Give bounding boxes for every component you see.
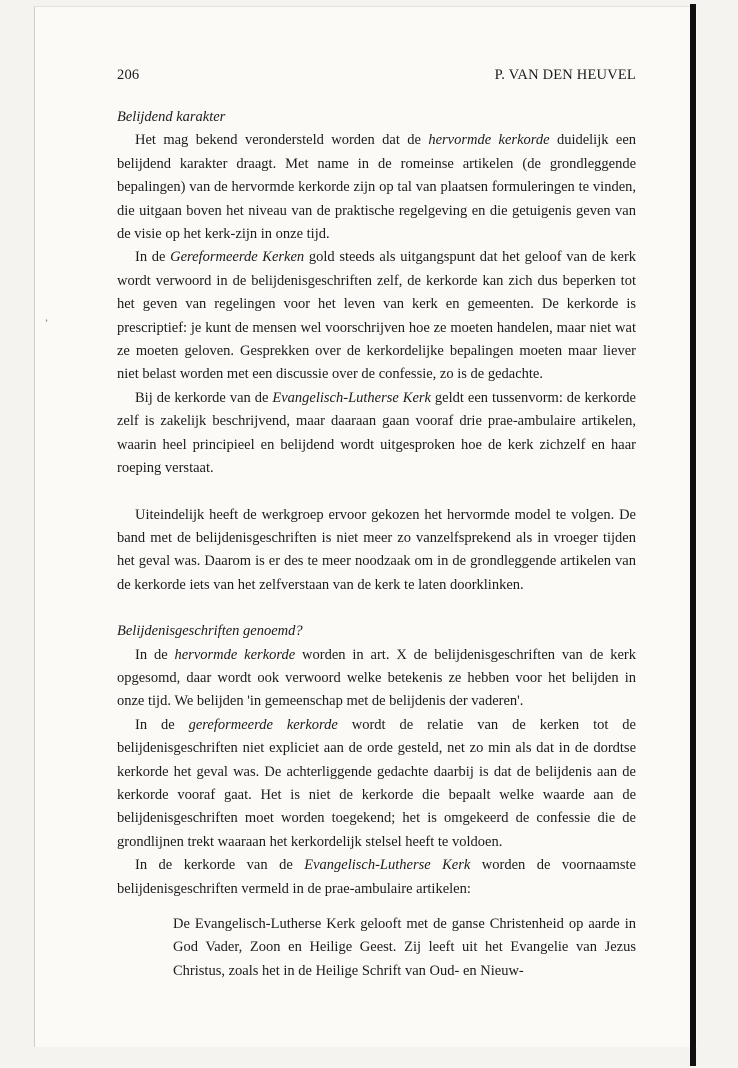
paragraph-conclusion: Uiteindelijk heeft de werkgroep ervoor gekozen het hervormde model te volgen. De band met de belijdenisgeschriften is niet meer zo vanzelfsprekend als in vroeger tijden het geval was. Daarom is er des te meer noodzaak om in de grondleggende artikelen van de kerkorde iets van het zelfverstaan van de kerk te laten doorklinken. — [117, 506, 636, 593]
paragraph: In de kerkorde van de Evangelisch-Lutherse Kerk worden de voornaamste belijdenisgeschriften vermeld in de prae-ambulaire artikelen: — [117, 857, 636, 897]
paragraph: In de gereformeerde kerkorde wordt de relatie van de kerken tot de belijdenisgeschriften niet expliciet aan de orde gesteld, net zo min als dat in de dordtse kerkorde het geval was. De achterliggende gedachte daarbij is dat de belijdenis aan de kerkorde vooraf gaat. Het is niet de kerkorde die bepaalt welke waarde aan de belijdenisgeschriften moet worden toegekend; het is omgekeerd de confessie die de grondlijnen trekt waaraan het kerkordelijk stelsel heeft te voldoen. — [117, 716, 636, 850]
book-spine-edge — [690, 4, 696, 1066]
paragraph: Bij de kerkorde van de Evangelisch-Lutherse Kerk geldt een tussenvorm: de kerkorde zelf is zakelijk beschrijvend, maar daaraan gaan vooraf drie prae-ambulaire artikelen, waarin heel principieel en belijdend wordt uitgesproken hoe de kerk zichzelf en haar roeping verstaat. — [117, 389, 636, 477]
document-body — [117, 106, 636, 983]
section-heading-belijdenisgeschriften: Belijdenisgeschriften genoemd? — [117, 623, 303, 640]
margin-mark: ’ — [45, 318, 48, 328]
paragraph: In de Gereformeerde Kerken gold steeds als uitgangspunt dat het geloof van de kerk wordt verwoord in de belijdenisgeschriften zelf, de kerkorde kan zich dus beperken tot het geven van regelingen voor het leven van kerk en gemeenten. De kerkorde is prescriptief: je kunt de mensen wel voorschrijven hoe ze moeten handelen, maar niet wat ze moeten geloven. Gesprekken over de kerkordelijke bepalingen moeten maar liever niet belast worden met een discussie over de confessie, zo is de gedachte. — [117, 249, 637, 383]
paragraph: Het mag bekend verondersteld worden dat de hervormde kerkorde duidelijk een belijdend karakter draagt. Met name in de romeinse artikelen (de grondleggende bepalingen) van de hervormde kerkorde zijn op tal van plaatsen formuleringen te vinden, die uitgaan boven het niveau van de praktische regelgeving en die getuigenis geven van de visie op het kerk-zijn in onze tijd. — [117, 132, 637, 243]
page-number: 206 — [117, 67, 140, 83]
section-heading-belijdend-karakter: Belijdend karakter — [117, 109, 226, 125]
block-quote: De Evangelisch-Lutherse Kerk gelooft met de ganse Christenheid op aarde in God Vader, Zoon en Heilige Geest. Zij leeft uit het Evangelie van Jezus Christus, zoals het in de Heilige Schrift van Oud- en Nieuw- — [173, 916, 636, 979]
paragraph: In de hervormde kerkorde worden in art. X de belijdenisgeschriften van de kerk opgesomd, daar wordt ook verwoord welke betekenis ze hebben voor het belijden in onze tijd. We belijden 'in gemeenschap met de belijdenis der vaderen'. — [117, 646, 636, 710]
running-head-author: P. VAN DEN HEUVEL — [494, 67, 636, 83]
